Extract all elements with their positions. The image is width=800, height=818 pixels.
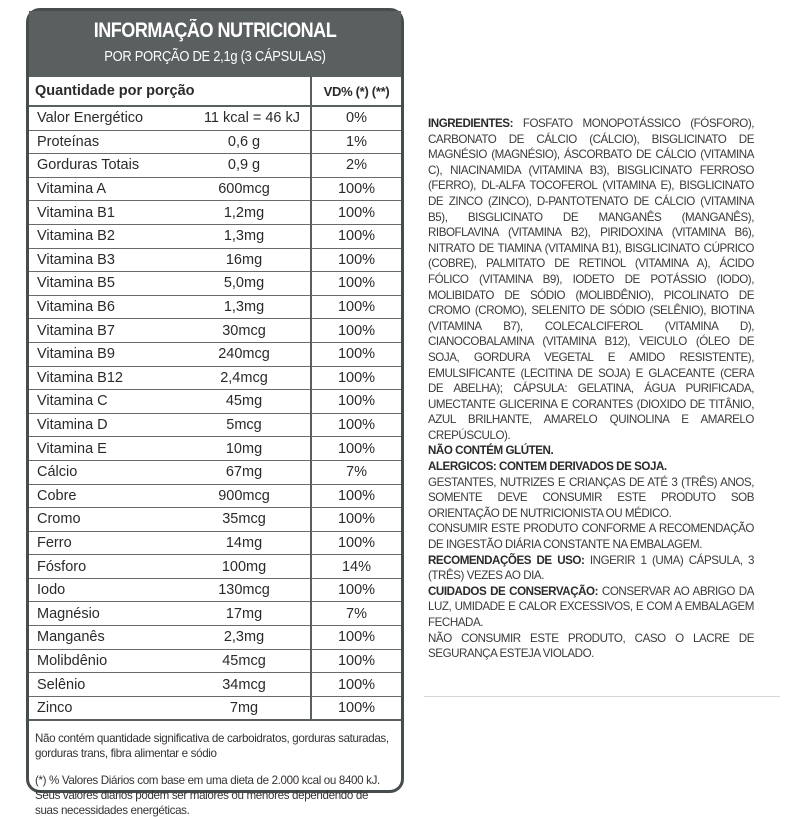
nutrient-name: Manganês <box>37 629 105 646</box>
nutrient-amount: 10mg <box>225 440 263 457</box>
panel-header <box>29 11 401 77</box>
seal-paragraph: NÃO CONSUMIR ESTE PRODUTO, CASO O LACRE DE SEGURANÇA ESTEJA VIOLADO. <box>428 631 754 661</box>
panel-title: INFORMAÇÃO NUTRICIONAL <box>93 19 337 42</box>
nutrient-vd: 100% <box>311 272 401 296</box>
nutrient-vd: 100% <box>311 342 401 366</box>
nutrient-vd: 100% <box>311 201 401 225</box>
nutrient-amount: 130mcg <box>218 582 270 599</box>
table-row <box>29 460 401 484</box>
table-row <box>29 224 401 248</box>
nutrient-name: Vitamina B12 <box>37 369 123 386</box>
nutrient-name: Selênio <box>37 676 86 693</box>
column-header-vd: VD% (*) (**) <box>311 77 401 106</box>
warning-paragraph: GESTANTES, NUTRIZES E CRIANÇAS DE ATÉ 3 (TRÊS) ANOS, SOMENTE DEVE CONSUMIR ESTE PRODUTO SOB ORIENTAÇÃO DE NUTRICIONISTA OU MÉDICO. <box>428 475 754 520</box>
divider-line <box>424 696 780 697</box>
nutrient-name: Vitamina B3 <box>37 251 115 268</box>
nutrient-vd: 100% <box>311 248 401 272</box>
nutrient-amount: 35mcg <box>222 511 266 528</box>
nutrient-vd: 100% <box>311 696 401 720</box>
table-row <box>29 673 401 697</box>
nutrition-table <box>29 77 401 721</box>
table-row <box>29 531 401 555</box>
nutrient-name: Vitamina A <box>37 181 107 198</box>
table-row <box>29 390 401 414</box>
table-row <box>29 248 401 272</box>
table-header-row <box>29 77 401 106</box>
table-row <box>29 272 401 296</box>
nutrient-amount: 5,0mg <box>223 275 265 292</box>
nutrient-amount: 45mg <box>225 393 263 410</box>
ingredients-paragraph <box>428 116 754 443</box>
nutrient-vd: 100% <box>311 484 401 508</box>
panel-subtitle: POR PORÇÃO DE 2,1g (3 CÁPSULAS) <box>104 48 326 65</box>
table-row <box>29 437 401 461</box>
table-row <box>29 555 401 579</box>
nutrient-amount: 1,3mg <box>223 228 265 245</box>
nutrition-facts-panel <box>26 8 404 818</box>
nutrient-amount: 1,2mg <box>223 204 265 221</box>
nutrient-vd: 100% <box>311 437 401 461</box>
nutrient-name: Fósforo <box>37 558 87 575</box>
table-row <box>29 508 401 532</box>
nutrient-name: Cromo <box>37 511 81 528</box>
nutrient-vd: 100% <box>311 578 401 602</box>
nutrient-name: Vitamina E <box>37 440 107 457</box>
nutrient-name: Gorduras Totais <box>37 157 140 174</box>
table-row <box>29 201 401 225</box>
usage-label: RECOMENDAÇÕES DE USO: <box>428 553 585 567</box>
allergens-notice: ALERGICOS: CONTEM DERIVADOS DE SOJA. <box>428 460 667 474</box>
nutrient-name: Vitamina D <box>37 417 108 434</box>
nutrient-amount: 2,3mg <box>223 629 265 646</box>
nutrient-amount: 11 kcal = 46 kJ <box>203 110 300 127</box>
table-row <box>29 342 401 366</box>
nutrient-vd: 100% <box>311 319 401 343</box>
table-row <box>29 177 401 201</box>
nutrient-amount: 0,9 g <box>227 157 261 174</box>
nutrient-amount: 17mg <box>225 605 263 622</box>
nutrient-amount: 100mg <box>221 558 267 575</box>
nutrient-amount: 5mcg <box>226 417 262 434</box>
gluten-notice: NÃO CONTÉM GLÚTEN. <box>428 444 554 458</box>
nutrient-name: Iodo <box>37 582 66 599</box>
nutrient-amount: 600mcg <box>218 181 270 198</box>
intake-paragraph: CONSUMIR ESTE PRODUTO CONFORME A RECOMENDAÇÃO DE INGESTÃO DIÁRIA CONSTANTE NA EMBALAGEM. <box>428 522 754 552</box>
nutrient-vd: 100% <box>311 626 401 650</box>
table-row <box>29 154 401 178</box>
storage-label: CUIDADOS DE CONSERVAÇÃO: <box>428 584 599 598</box>
nutrient-name: Proteínas <box>37 133 100 150</box>
footnote-not-significant: Não contém quantidade significativa de carboidratos, gorduras saturadas, gorduras trans, fibra alimentar e sódio <box>35 732 389 761</box>
nutrient-vd: 100% <box>311 390 401 414</box>
nutrient-vd: 100% <box>311 413 401 437</box>
nutrient-vd: 100% <box>311 366 401 390</box>
nutrient-name: Cálcio <box>37 464 78 481</box>
product-info-text <box>428 116 754 662</box>
column-header-quantity: Quantidade por porção <box>29 77 311 106</box>
usage-text: INGERIR 1 (UMA) CÁPSULA, 3 (TRÊS) VEZES AO DIA. <box>428 553 754 583</box>
nutrient-amount: 30mcg <box>222 322 266 339</box>
table-row <box>29 484 401 508</box>
nutrient-amount: 45mcg <box>222 652 266 669</box>
nutrient-amount: 900mcg <box>218 487 270 504</box>
nutrient-amount: 67mg <box>225 464 263 481</box>
ingredients-label: INGREDIENTES: <box>428 117 513 130</box>
table-row <box>29 649 401 673</box>
footnote-daily-values: (*) % Valores Diários com base em uma dieta de 2.000 kcal ou 8400 kJ. Seus valores diários podem ser maiores ou menores dependendo de suas necessidades energéticas. <box>35 774 380 818</box>
nutrient-vd: 7% <box>311 602 401 626</box>
nutrient-vd: 14% <box>311 555 401 579</box>
nutrient-amount: 1,3mg <box>223 299 265 316</box>
nutrient-name: Vitamina B9 <box>37 346 115 363</box>
table-row <box>29 413 401 437</box>
nutrient-name: Zinco <box>37 700 73 717</box>
nutrient-name: Cobre <box>37 487 77 504</box>
nutrient-name: Ferro <box>37 534 72 551</box>
nutrient-vd: 100% <box>311 224 401 248</box>
nutrient-vd: 0% <box>311 106 401 130</box>
nutrient-vd: 7% <box>311 460 401 484</box>
table-row <box>29 319 401 343</box>
ingredients-text: FOSFATO MONOPOTÁSSICO (FÓSFORO), CARBONATO DE CÁLCIO (CÁLCIO), BISGLICINATO DE MAGNÉSIO (MAGNÉSIO), ÁSCORBATO DE CÁLCIO (VITAMINA C), NIACINAMIDA (VITAMINA B3), BISGLICINATO FERROSO (FERRO), DL-ALFA TOCOFEROL (VITAMINA E), BISGLICINATO DE ZINCO (ZINCO), D-PANTOTENATO DE CÁLCIO (VITAMINA B5), BISGLICINATO DE MANGANÊS (MANGANÊS), RIBOFLAVINA (VITAMINA B2), PIRIDOXINA (VITAMINA B6), NITRATO DE TIAMINA (VITAMINA B1), BISGLICINATO CÚPRICO (COBRE), PALMITATO DE RETINOL (VITAMINA A), ÁCIDO FÓLICO (VITAMINA B9), IODETO DE POTÁSSIO (IODO), MOLIBIDATO DE SÓDIO (MOLIBDÊNIO), PICOLINATO DE CROMO (CROMO), SELENITO DE SÓDIO (SELÊNIO), BIOTINA (VITAMINA B7), COLECALCIFEROL (VITAMINA D), CIANOCOBALAMINA (VITAMINA B12), VEICULO (ÓLEO DE SOJA, GORDURA VEGETAL E AMIDO RESISTENTE), EMULSIFICANTE (LECITINA DE SOJA) E GLACEANTE (CERA DE ABELHA); CÁPSULA: GELATINA, ÁGUA PURIFICADA, UMECTANTE GLICERINA E CORANTES (DIOXIDO DE TITÂNIO, AZUL BRILHANTE, AMARELO QUINOLINA E AMARELO CREPÚSCULO). <box>428 117 754 442</box>
nutrient-amount: 16mg <box>225 251 263 268</box>
table-row <box>29 626 401 650</box>
nutrient-amount: 7mg <box>229 700 259 717</box>
usage-paragraph <box>428 553 754 584</box>
nutrient-amount: 0,6 g <box>227 133 261 150</box>
nutrient-name: Vitamina B1 <box>37 204 115 221</box>
nutrient-amount: 240mcg <box>218 346 270 363</box>
nutrient-name: Vitamina B6 <box>37 299 115 316</box>
table-row <box>29 295 401 319</box>
nutrient-vd: 100% <box>311 531 401 555</box>
table-row <box>29 578 401 602</box>
nutrient-vd: 100% <box>311 673 401 697</box>
nutrient-vd: 100% <box>311 295 401 319</box>
storage-paragraph <box>428 584 754 631</box>
nutrient-vd: 2% <box>311 154 401 178</box>
nutrient-name: Molibdênio <box>37 652 108 669</box>
nutrient-vd: 100% <box>311 508 401 532</box>
nutrient-vd: 100% <box>311 177 401 201</box>
table-row <box>29 602 401 626</box>
nutrient-name: Valor Energético <box>37 110 144 127</box>
nutrient-amount: 14mg <box>225 534 263 551</box>
storage-text: CONSERVAR AO ABRIGO DA LUZ, UMIDADE E CALOR EXCESSIVOS, E COM A EMBALAGEM FECHADA. <box>428 584 754 629</box>
nutrient-amount: 34mcg <box>222 676 266 693</box>
table-row <box>29 106 401 130</box>
nutrient-name: Vitamina C <box>37 393 108 410</box>
nutrient-name: Vitamina B5 <box>37 275 115 292</box>
nutrient-vd: 100% <box>311 649 401 673</box>
nutrient-name: Vitamina B2 <box>37 228 115 245</box>
table-row <box>29 366 401 390</box>
nutrient-name: Magnésio <box>37 605 100 622</box>
nutrient-amount: 2,4mcg <box>220 369 268 386</box>
nutrient-vd: 1% <box>311 130 401 154</box>
table-row <box>29 130 401 154</box>
nutrient-name: Vitamina B7 <box>37 322 115 339</box>
table-row <box>29 696 401 720</box>
